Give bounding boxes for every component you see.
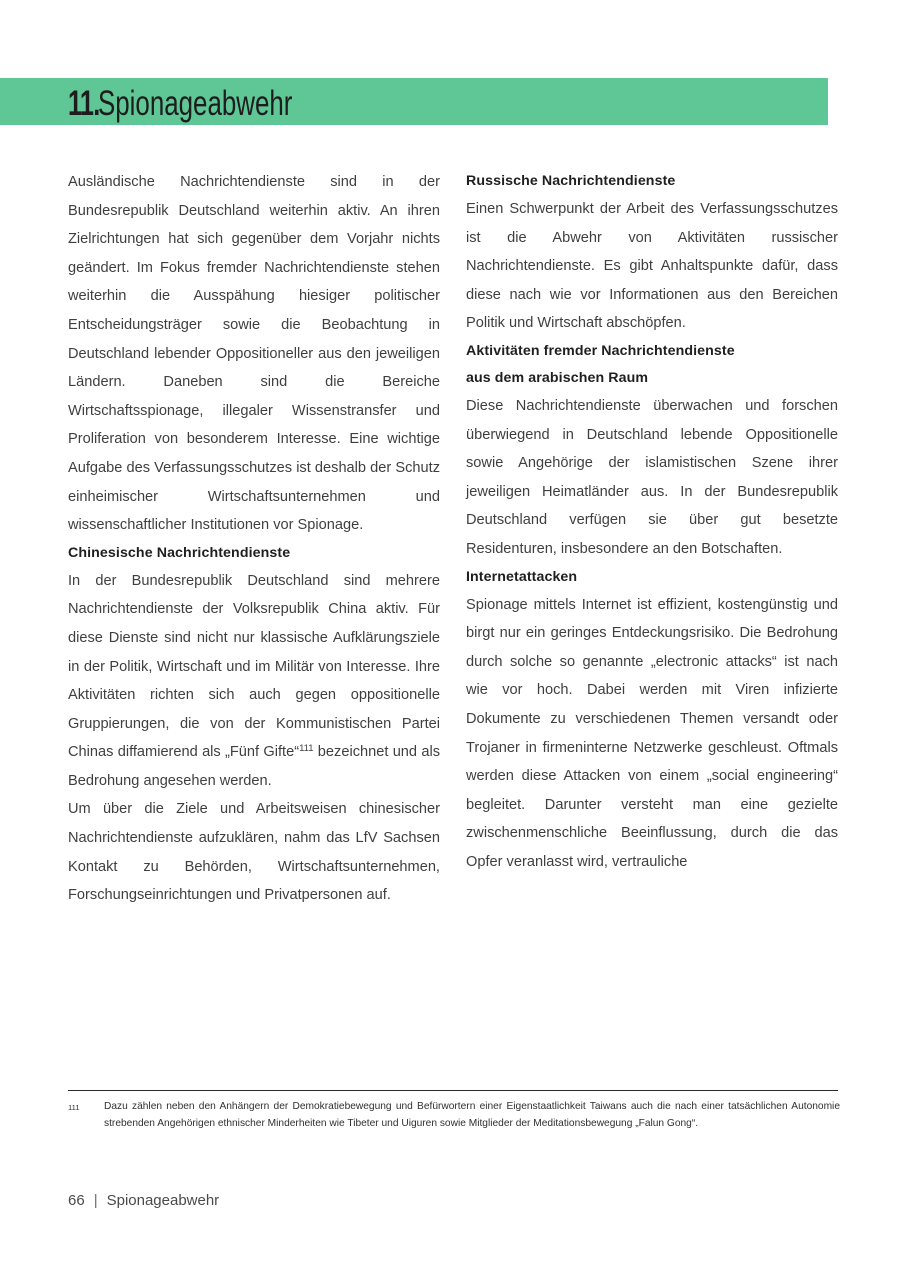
paragraph-china-1-text-a: In der Bundesrepublik Deutschland sind mehrere Nachrichtendienste der Volksrepublik China aktiv. Für diese Dienste sind nicht nur klassische Aufklärungsziele in der Politik, Wirtschaft und im Militär von Interesse. Ihre Aktivitäten richten sich auch gegen oppositionelle Gruppierungen, die von der Kommunistischen Partei Chinas diffamierend als „Fünf Gifte“ [68,572,440,761]
heading-chinesische-nachrichtendienste: Chinesische Nachrichtendienste [68,544,291,561]
footer-chapter-label: Spionageabwehr [106,1192,220,1209]
chapter-title: Spionageabwehr [97,83,293,123]
footnote-reference-111[interactable]: 111 [299,743,314,755]
footnote-marker: 111 [68,1103,80,1112]
footer-separator: | [93,1192,98,1209]
paragraph-china-2: Um über die Ziele und Arbeitsweisen chinesischer Nachrichtendienste aufzuklären, nahm das LfV Sachsen Kontakt zu Behörden, Wirtschaftsunternehmen, Forschungseinrichtungen und Privatpersonen auf. [68,801,440,904]
footnote-divider [68,1090,838,1091]
paragraph-intro: Ausländische Nachrichtendienste sind in der Bundesrepublik Deutschland weiterhin aktiv. An ihren Zielrichtungen hat sich gegenüber dem Vorjahr nichts geändert. Im Fokus fremder Nachrichtendienste stehen weiterhin die Ausspähung hiesiger politischer Entscheidungsträger sowie die Beobachtung in Deutschland lebender Oppositioneller aus den jeweiligen Ländern. Daneben sind die Bereiche Wirtschaftsspionage, illegaler Wissenstransfer und Proliferation von besonderem Interesse. Eine wichtige Aufgabe des Verfassungsschutzes ist deshalb der Schutz einheimischer Wirtschaftsunternehmen und wissenschaftlicher Institutionen vor Spionage. [68,174,440,534]
heading-arabischer-raum-line2: aus dem arabischen Raum [466,369,649,386]
footnote-block [68,1099,840,1132]
body-columns [68,168,838,1058]
chapter-number: 11. [68,83,100,123]
heading-russische-nachrichtendienste: Russische Nachrichtendienste [466,173,676,189]
left-column [68,168,440,1058]
paragraph-russia: Einen Schwerpunkt der Arbeit des Verfassungsschutzes ist die Abwehr von Aktivitäten russischer Nachrichtendienste. Es gibt Anhaltspunkte dafür, dass diese nach wie vor Informationen aus den Bereichen Politik und Wirtschaft abschöpfen. [466,201,838,332]
chapter-banner [0,78,828,125]
page-number: 66 [68,1192,85,1209]
chapter-banner-inner [0,84,360,124]
heading-arabischer-raum-line1: Aktivitäten fremder Nachrichtendienste [466,342,735,359]
paragraph-china-1 [68,567,440,796]
heading-internetattacken: Internetattacken [466,568,578,585]
footnote-text: Dazu zählen neben den Anhängern der Demokratiebewegung und Befürwortern einer Eigenstaatlichkeit Taiwans auch die nach einer tatsächlichen Autonomie strebenden Angehörigen ethnischer Minderheiten wie Tibeter und Uiguren sowie Mitglieder der Meditationsbewegung „Falun Gong“. [104,1101,840,1129]
right-column [466,168,838,1058]
paragraph-china-1-text-b: bezeichnet und als Bedrohung angesehen werden. [68,744,440,789]
paragraph-internet: Spionage mittels Internet ist effizient, kostengünstig und birgt nur ein geringes Entdeckungsrisiko. Die Bedrohung durch solche so genannte „electronic attacks“ ist nach wie vor hoch. Dabei werden mit Viren infizierte Dokumente zu verschiedenen Themen versandt oder Trojaner in firmeninterne Netzwerke geschleust. Oftmals werden diese Attacken von einem „social engineering“ begleitet. Darunter versteht man eine gezielte zwischenmenschliche Beeinflussung, durch die das Opfer veranlasst wird, vertrauliche [466,596,838,870]
paragraph-arab: Diese Nachrichtendienste überwachen und forschen überwiegend in Deutschland lebende Oppositionelle sowie Angehörige der islamistischen Szene ihrer jeweiligen Heimatländer aus. In der Bundesrepublik Deutschland verfügen sie über gut besetzte Residenturen, insbesondere an den Botschaften. [466,397,838,557]
page-footer [68,1192,219,1209]
